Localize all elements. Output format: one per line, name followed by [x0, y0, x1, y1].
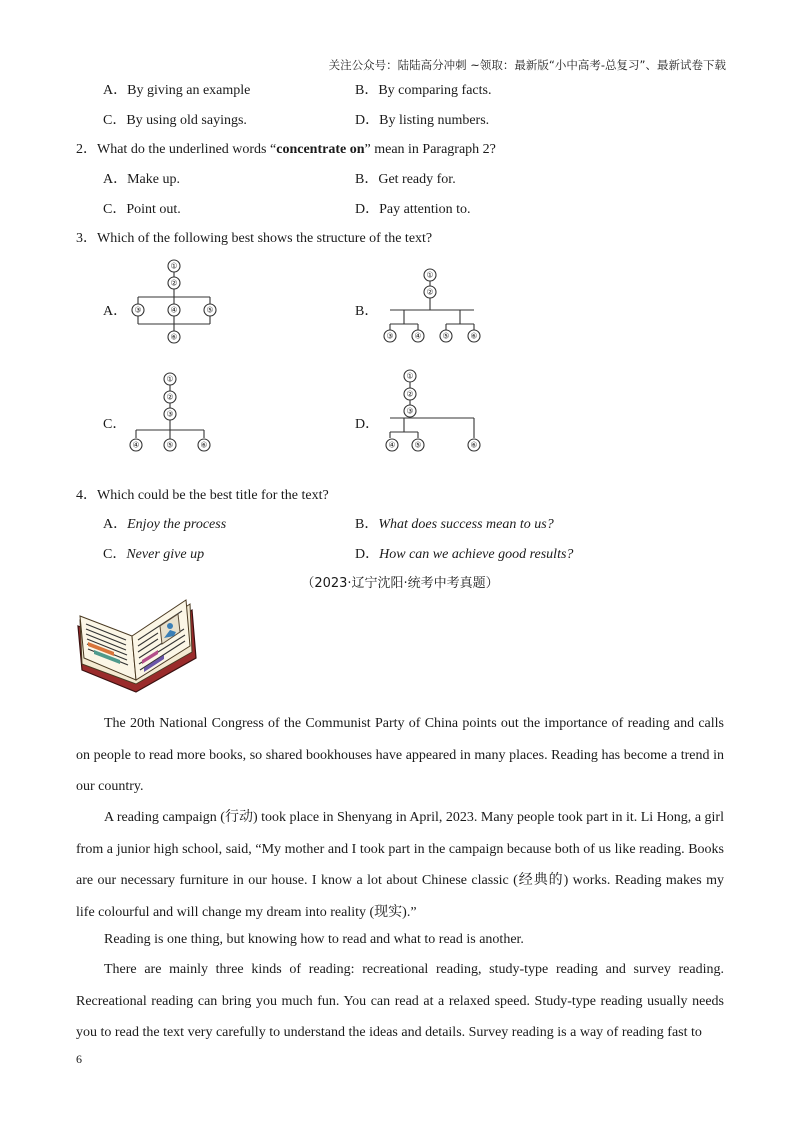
q3-option-d-label: D． [355, 417, 380, 432]
node-3 [132, 304, 144, 316]
svg-text:⑤: ⑤ [442, 331, 450, 341]
svg-text:②: ② [426, 287, 434, 297]
svg-text:②: ② [406, 389, 414, 399]
structure-diagram-a [126, 256, 222, 348]
q4-option-a [103, 513, 226, 533]
q1-option-a: A．By giving an example [103, 83, 251, 98]
node-2 [404, 388, 416, 400]
q2-option-b: B．Get ready for. [355, 172, 456, 187]
node-4 [386, 439, 398, 451]
svg-text:④: ④ [414, 331, 422, 341]
node-6 [468, 439, 480, 451]
svg-text:⑥: ⑥ [200, 440, 208, 450]
q4-option-a-prefix: A． [103, 517, 128, 532]
q3-option-c-label: C． [103, 417, 127, 432]
page-number: 6 [76, 1052, 82, 1066]
q4-option-b-text: What does success mean to us? [378, 517, 554, 532]
q3-option-a-label: A． [103, 304, 128, 319]
node-4 [130, 439, 142, 451]
q2-stem [76, 138, 496, 158]
node-5 [204, 304, 216, 316]
q1-option-d: D．By listing numbers. [355, 113, 490, 128]
svg-text:⑥: ⑥ [470, 331, 478, 341]
svg-text:①: ① [166, 374, 174, 384]
node-3 [164, 408, 176, 420]
node-2 [168, 277, 180, 289]
svg-text:⑥: ⑥ [170, 332, 178, 342]
passage-paragraph-1: The 20th National Congress of the Communist Party of China points out the importance of reading and calls on people to read more books, so shared bookhouses have appeared in many places. Reading has become a trend in our country. [76, 716, 724, 794]
svg-text:④: ④ [388, 440, 396, 450]
svg-text:④: ④ [170, 305, 178, 315]
q4-option-b [355, 513, 554, 533]
svg-text:③: ③ [166, 409, 174, 419]
svg-text:⑤: ⑤ [206, 305, 214, 315]
q4-option-c [103, 543, 204, 563]
node-5 [440, 330, 452, 342]
node-5 [412, 439, 424, 451]
node-1 [424, 269, 436, 281]
q4-option-d [355, 543, 573, 563]
svg-text:③: ③ [406, 406, 414, 416]
svg-text:⑤: ⑤ [414, 440, 422, 450]
node-6 [468, 330, 480, 342]
q2-option-c: C．Point out. [103, 202, 181, 217]
node-6 [168, 331, 180, 343]
q4-option-d-text: How can we achieve good results? [379, 547, 574, 562]
node-2 [424, 286, 436, 298]
structure-diagram-d [380, 366, 486, 454]
open-book-illustration [74, 596, 198, 694]
node-1 [168, 260, 180, 272]
svg-text:①: ① [426, 270, 434, 280]
node-4 [412, 330, 424, 342]
q1-option-c: C．By using old sayings. [103, 113, 247, 128]
svg-text:②: ② [170, 278, 178, 288]
structure-diagram-b [380, 266, 484, 346]
q2-stem-suffix: ” mean in Paragraph 2? [364, 142, 496, 157]
svg-text:①: ① [170, 261, 178, 271]
svg-text:⑤: ⑤ [166, 440, 174, 450]
node-1 [404, 370, 416, 382]
q3-option-b-label: B． [355, 304, 379, 319]
node-5 [164, 439, 176, 451]
node-6 [198, 439, 210, 451]
q4-option-d-prefix: D． [355, 547, 380, 562]
node-3 [404, 405, 416, 417]
node-3 [384, 330, 396, 342]
q4-option-b-prefix: B． [355, 517, 379, 532]
q1-option-b: B．By comparing facts. [355, 83, 492, 98]
svg-text:③: ③ [134, 305, 142, 315]
q4-option-c-text: Never give up [126, 547, 205, 562]
svg-text:②: ② [166, 392, 174, 402]
q4-option-c-prefix: C． [103, 547, 127, 562]
node-1 [164, 373, 176, 385]
source-citation: （2023·辽宁沈阳·统考中考真题） [301, 576, 499, 591]
page-header: 关注公众号：陆陆高分冲刺 ~领取：最新版“小中高考-总复习”、最新试卷下载 [328, 58, 726, 72]
structure-diagram-c [124, 370, 216, 454]
q2-option-a: A．Make up. [103, 172, 180, 187]
svg-text:③: ③ [386, 331, 394, 341]
passage-paragraph-4: There are mainly three kinds of reading: recreational reading, study-type reading and survey reading. Recreational reading can bring you much fun. You can read at a relaxed speed. Study-type reading usually needs you to read the text very carefully to understand the ideas and details. Survey reading is a way of reading fast to [76, 962, 724, 1040]
q4-stem: 4．Which could be the best title for the text? [76, 488, 329, 503]
q2-underlined-words: concentrate on [276, 142, 365, 157]
passage-paragraph-3: Reading is one thing, but knowing how to read and what to read is another. [104, 932, 524, 947]
q2-option-d: D．Pay attention to. [355, 202, 471, 217]
node-4 [168, 304, 180, 316]
q2-stem-prefix: 2．What do the underlined words “ [76, 142, 277, 157]
q4-option-a-text: Enjoy the process [127, 517, 227, 532]
passage-paragraph-2: A reading campaign (行动) took place in Shenyang in April, 2023. Many people took part in it. Li Hong, a girl from a junior high school, said, “My mother and I took part in the campaign because both of us like reading. Books are our necessary furniture in our house. I know a lot about Chinese classic (经典的) works. Reading makes my life colourful and will change my dream into reality (现实).” [76, 810, 724, 920]
svg-text:⑥: ⑥ [470, 440, 478, 450]
svg-text:①: ① [406, 371, 414, 381]
q3-stem: 3．Which of the following best shows the structure of the text? [76, 231, 433, 246]
svg-text:④: ④ [132, 440, 140, 450]
node-2 [164, 391, 176, 403]
